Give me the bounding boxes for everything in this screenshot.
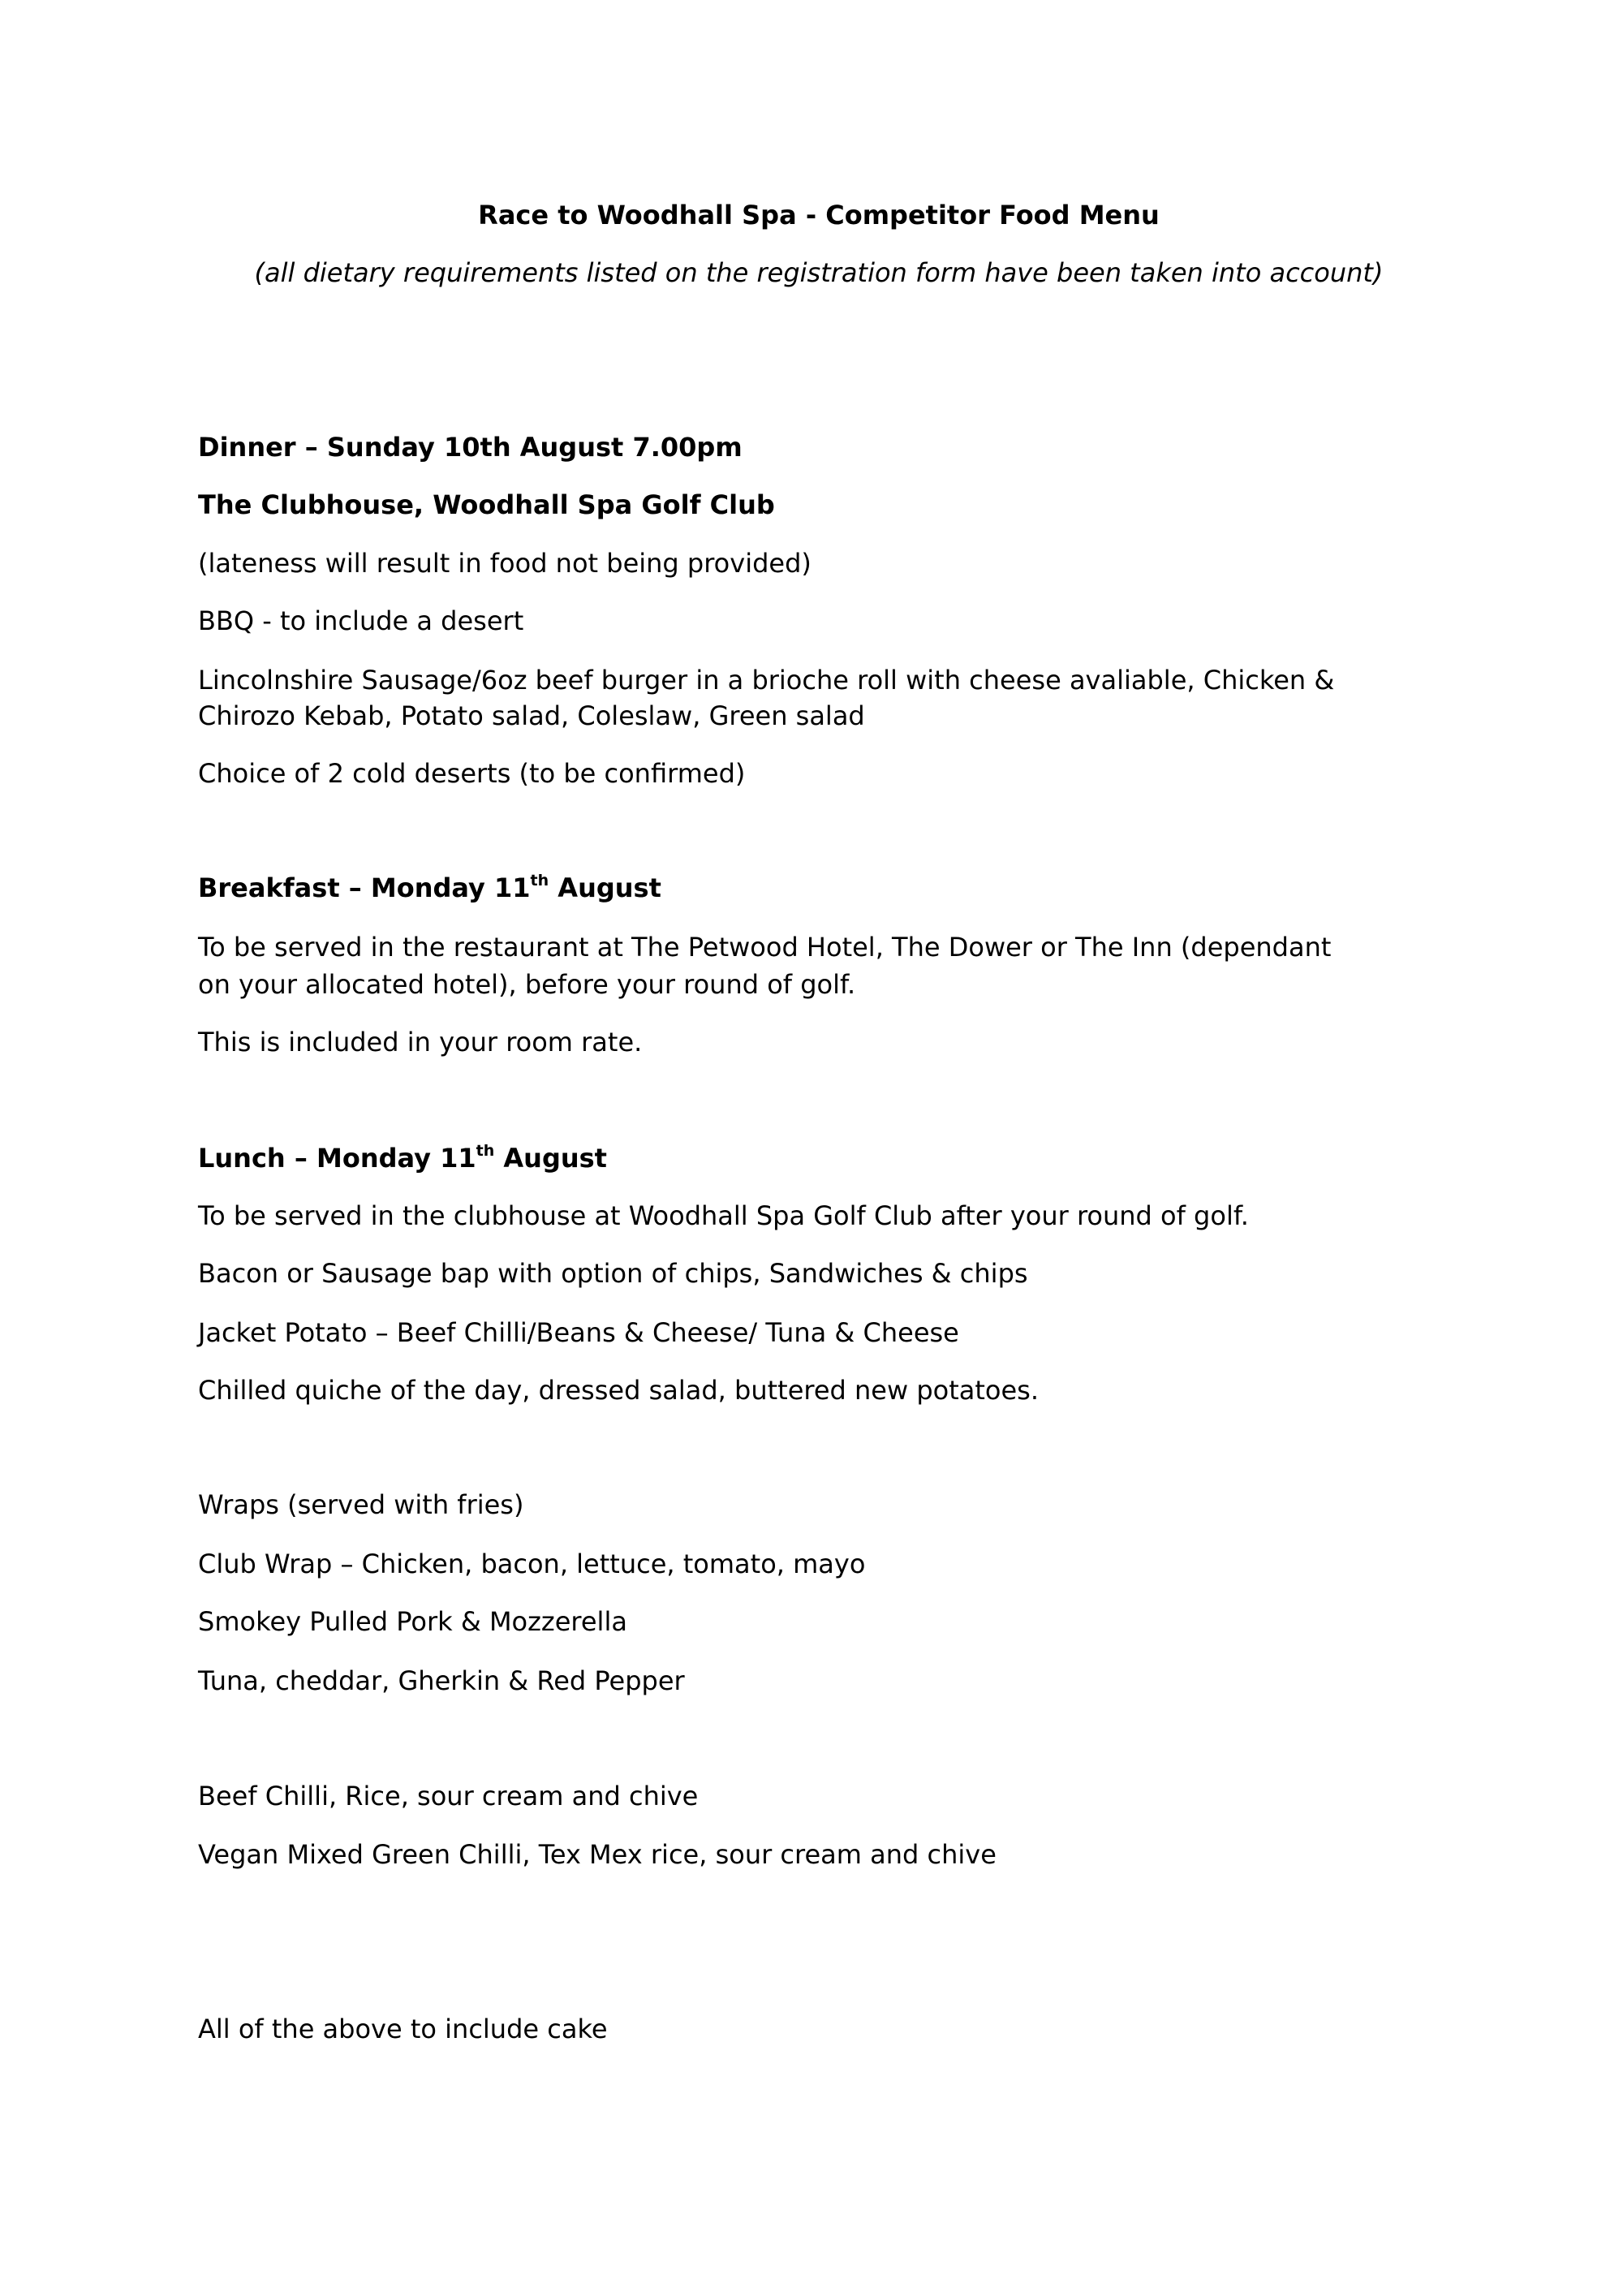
wraps-heading: Wraps (served with fries) [198, 1489, 524, 1520]
chilli-item: Beef Chilli, Rice, sour cream and chive [198, 1781, 699, 1811]
lunch-line: Jacket Potato – Beef Chilli/Beans & Cheese/ Tuna & Cheese [198, 1317, 959, 1348]
heading-text: August [494, 1143, 607, 1174]
wrap-item: Tuna, cheddar, Gherkin & Red Pepper [198, 1665, 685, 1696]
dinner-line: BBQ - to include a desert [198, 605, 524, 636]
breakfast-line: on your allocated hotel), before your round of golf. [198, 969, 856, 1000]
lunch-line: To be served in the clubhouse at Woodhall Spa Golf Club after your round of golf. [198, 1200, 1249, 1231]
breakfast-line: To be served in the restaurant at The Petwood Hotel, The Dower or The Inn (dependant [198, 932, 1332, 963]
closing-note: All of the above to include cake [198, 2014, 608, 2044]
dinner-venue: The Clubhouse, Woodhall Spa Golf Club [198, 489, 775, 520]
wrap-item: Club Wrap – Chicken, bacon, lettuce, tomato, mayo [198, 1549, 866, 1579]
dinner-line: (lateness will result in food not being provided) [198, 548, 812, 579]
ordinal-suffix: th [476, 1142, 495, 1160]
dinner-line: Choice of 2 cold deserts (to be confirmed) [198, 758, 746, 789]
heading-text: Breakfast – Monday 11 [198, 872, 531, 903]
dinner-line: Chirozo Kebab, Potato salad, Coleslaw, Green salad [198, 700, 865, 731]
subtitle: (all dietary requirements listed on the registration form have been taken into account) [254, 257, 1384, 288]
chilli-item: Vegan Mixed Green Chilli, Tex Mex rice, sour cream and chive [198, 1839, 997, 1870]
page-title: Race to Woodhall Spa - Competitor Food Menu [478, 200, 1160, 230]
heading-text: Lunch – Monday 11 [198, 1143, 476, 1174]
lunch-line: Chilled quiche of the day, dressed salad, buttered new potatoes. [198, 1375, 1040, 1406]
dinner-line: Lincolnshire Sausage/6oz beef burger in a brioche roll with cheese avaliable, Chicken & [198, 665, 1335, 696]
wrap-item: Smokey Pulled Pork & Mozzerella [198, 1606, 627, 1637]
breakfast-line: This is included in your room rate. [198, 1027, 643, 1058]
lunch-line: Bacon or Sausage bap with option of chips, Sandwiches & chips [198, 1258, 1028, 1289]
ordinal-suffix: th [530, 872, 549, 890]
heading-text: August [549, 872, 661, 903]
breakfast-heading [198, 872, 661, 904]
dinner-heading: Dinner – Sunday 10th August 7.00pm [198, 432, 743, 463]
lunch-heading [198, 1142, 607, 1174]
